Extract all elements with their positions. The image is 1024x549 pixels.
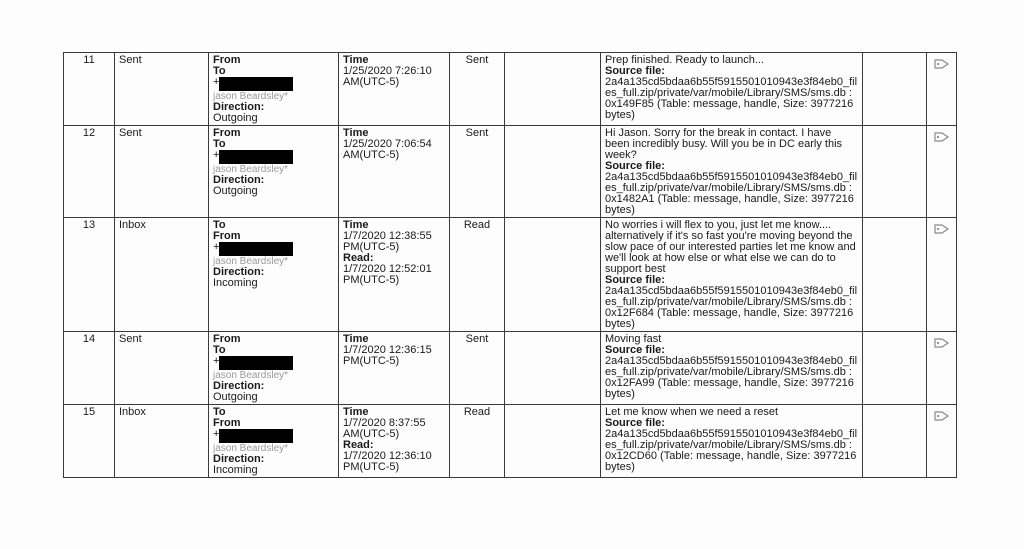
redaction-block	[219, 429, 293, 443]
direction-value: Incoming	[213, 277, 258, 289]
parties-cell	[209, 218, 339, 332]
party-label-2: To	[213, 344, 226, 356]
party-label-1: From	[213, 127, 241, 139]
message-text: Hi Jason. Sorry for the break in contact. I have been incredibly busy. Will you be in DC early this week?	[605, 127, 843, 161]
message-cell	[601, 126, 863, 218]
time-value: 1/7/2020 8:37:55 AM(UTC-5)	[343, 417, 426, 440]
party-label-2: To	[213, 138, 226, 150]
time-value: 1/25/2020 7:06:54 AM(UTC-5)	[343, 138, 432, 161]
party-label-1: From	[213, 54, 241, 66]
party-label-1: To	[213, 406, 226, 418]
tag-icon[interactable]	[933, 57, 951, 71]
empty-cell-2	[863, 126, 927, 218]
row-number: 13	[64, 218, 115, 332]
time-label: Time	[343, 219, 369, 231]
time-cell	[339, 126, 450, 218]
redaction-block	[219, 77, 293, 91]
parties-cell	[209, 126, 339, 218]
source-label: Source file:	[605, 344, 665, 356]
table-row	[64, 405, 957, 478]
party-name: jason Beardsley*	[213, 443, 289, 454]
empty-cell-2	[863, 332, 927, 405]
tag-cell[interactable]	[927, 53, 957, 126]
party-plus: +	[213, 241, 220, 253]
message-text: Prep finished. Ready to launch...	[605, 54, 764, 66]
message-table	[63, 52, 957, 478]
time-cell	[339, 53, 450, 126]
direction-label: Direction:	[213, 380, 265, 392]
redaction-block	[219, 242, 293, 256]
source-text: 2a4a135cd5bdaa6b55f5915501010943e3f84eb0_files_full.zip/private/var/mobile/Library/SMS/sms.db : 0x12FA99 (Table: message, handle, Size: 3977216 bytes)	[605, 355, 858, 400]
table-body	[64, 53, 957, 478]
source-label: Source file:	[605, 160, 665, 172]
status-cell: Sent	[450, 332, 505, 405]
read-label: Read:	[343, 252, 374, 264]
parties-cell	[209, 405, 339, 478]
folder-cell: Inbox	[115, 218, 209, 332]
party-label-2: From	[213, 230, 241, 242]
time-label: Time	[343, 333, 369, 345]
empty-cell	[505, 405, 601, 478]
tag-icon[interactable]	[933, 336, 951, 350]
table-row	[64, 53, 957, 126]
time-cell	[339, 218, 450, 332]
direction-value: Incoming	[213, 464, 258, 476]
party-plus: +	[213, 428, 220, 440]
row-number: 11	[64, 53, 115, 126]
direction-label: Direction:	[213, 101, 265, 113]
source-text: 2a4a135cd5bdaa6b55f5915501010943e3f84eb0_files_full.zip/private/var/mobile/Library/SMS/sms.db : 0x12F684 (Table: message, handle, Size: 3977216 bytes)	[605, 285, 858, 330]
direction-value: Outgoing	[213, 112, 258, 124]
party-name: jason Beardsley*	[213, 164, 289, 175]
read-value: 1/7/2020 12:52:01 PM(UTC-5)	[343, 263, 432, 286]
row-number: 12	[64, 126, 115, 218]
tag-cell[interactable]	[927, 405, 957, 478]
redaction-block	[219, 150, 293, 164]
direction-value: Outgoing	[213, 185, 258, 197]
tag-icon[interactable]	[933, 222, 951, 236]
direction-label: Direction:	[213, 453, 265, 465]
row-number: 14	[64, 332, 115, 405]
empty-cell-2	[863, 53, 927, 126]
party-label-2: From	[213, 417, 241, 429]
party-label-1: From	[213, 333, 241, 345]
time-value: 1/25/2020 7:26:10 AM(UTC-5)	[343, 65, 432, 88]
source-text: 2a4a135cd5bdaa6b55f5915501010943e3f84eb0_files_full.zip/private/var/mobile/Library/SMS/sms.db : 0x1482A1 (Table: message, handle, Size: 3977216 bytes)	[605, 171, 858, 216]
empty-cell	[505, 53, 601, 126]
message-cell	[601, 218, 863, 332]
tag-icon[interactable]	[933, 409, 951, 423]
message-cell	[601, 332, 863, 405]
parties-cell	[209, 332, 339, 405]
source-text: 2a4a135cd5bdaa6b55f5915501010943e3f84eb0_files_full.zip/private/var/mobile/Library/SMS/sms.db : 0x12CD60 (Table: message, handle, Size: 3977216 bytes)	[605, 428, 858, 473]
empty-cell-2	[863, 405, 927, 478]
party-plus: +	[213, 149, 220, 161]
parties-cell	[209, 53, 339, 126]
party-plus: +	[213, 76, 220, 88]
table-row	[64, 126, 957, 218]
status-cell: Read	[450, 405, 505, 478]
folder-cell: Sent	[115, 53, 209, 126]
party-name: jason Beardsley*	[213, 256, 289, 267]
time-cell	[339, 332, 450, 405]
empty-cell-2	[863, 218, 927, 332]
folder-cell: Inbox	[115, 405, 209, 478]
status-cell: Sent	[450, 126, 505, 218]
party-name: jason Beardsley*	[213, 370, 289, 381]
empty-cell	[505, 332, 601, 405]
party-plus: +	[213, 355, 220, 367]
time-label: Time	[343, 54, 369, 66]
table-row	[64, 332, 957, 405]
read-label: Read:	[343, 439, 374, 451]
message-cell	[601, 405, 863, 478]
time-value: 1/7/2020 12:38:55 PM(UTC-5)	[343, 230, 432, 253]
redaction-block	[219, 356, 293, 370]
time-cell	[339, 405, 450, 478]
time-label: Time	[343, 406, 369, 418]
direction-value: Outgoing	[213, 391, 258, 403]
tag-cell[interactable]	[927, 126, 957, 218]
source-text: 2a4a135cd5bdaa6b55f5915501010943e3f84eb0_files_full.zip/private/var/mobile/Library/SMS/sms.db : 0x149F85 (Table: message, handle, Size: 3977216 bytes)	[605, 76, 858, 121]
status-cell: Read	[450, 218, 505, 332]
row-number: 15	[64, 405, 115, 478]
source-label: Source file:	[605, 417, 665, 429]
folder-cell: Sent	[115, 126, 209, 218]
time-label: Time	[343, 127, 369, 139]
read-value: 1/7/2020 12:36:10 PM(UTC-5)	[343, 450, 432, 473]
time-value: 1/7/2020 12:36:15 PM(UTC-5)	[343, 344, 432, 367]
direction-label: Direction:	[213, 266, 265, 278]
tag-cell[interactable]	[927, 332, 957, 405]
empty-cell	[505, 126, 601, 218]
empty-cell	[505, 218, 601, 332]
message-cell	[601, 53, 863, 126]
tag-icon[interactable]	[933, 130, 951, 144]
tag-cell[interactable]	[927, 218, 957, 332]
party-name: jason Beardsley*	[213, 91, 289, 102]
source-label: Source file:	[605, 274, 665, 286]
folder-cell: Sent	[115, 332, 209, 405]
message-text: Let me know when we need a reset	[605, 406, 779, 418]
message-text: No worries i will flex to you, just let me know.... alternatively if it's so fast you're moving beyond the slow pace of our interested parties let me know and we'll look at how else or what else we can do to support best	[605, 219, 856, 275]
status-cell: Sent	[450, 53, 505, 126]
party-label-1: To	[213, 219, 226, 231]
message-text: Moving fast	[605, 333, 662, 345]
party-label-2: To	[213, 65, 226, 77]
direction-label: Direction:	[213, 174, 265, 186]
table-row	[64, 218, 957, 332]
source-label: Source file:	[605, 65, 665, 77]
